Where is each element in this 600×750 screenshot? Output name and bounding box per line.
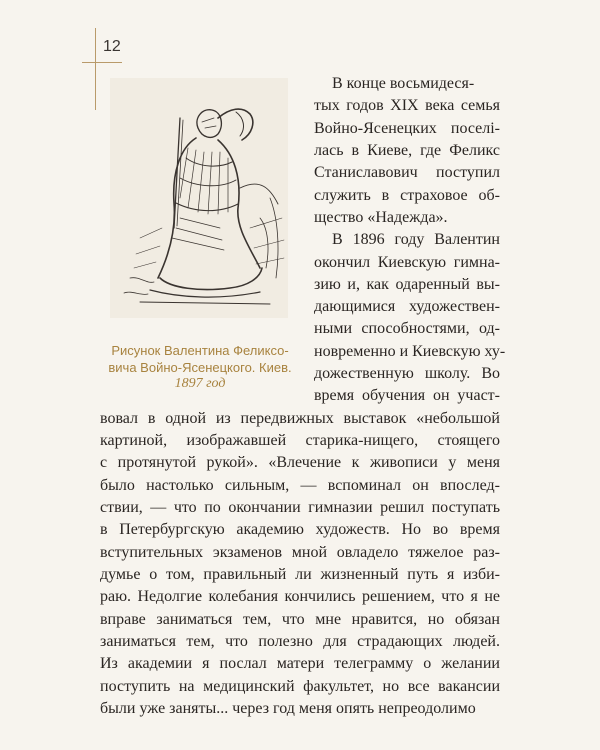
text-line: дающимися художествен- xyxy=(314,298,500,315)
text-line: было настолько сильным, — вспоминал он впослед- xyxy=(100,477,500,494)
text-line: В конце восьмидеся- xyxy=(332,75,475,92)
text-line: вовал в одной из передвижных выставок «небольшой xyxy=(100,410,500,427)
text-line: тых годов XIX века семья xyxy=(314,97,500,114)
text-line: щество «Надежда». xyxy=(314,209,448,226)
text-line: В 1896 году Валентин xyxy=(332,231,500,248)
text-line: окончил Киевскую гимна- xyxy=(314,254,500,271)
text-line: раю. Недолгие колебания кончились решением, что я не xyxy=(100,588,500,605)
caption-line: Рисунок Валентина Феликсо- xyxy=(111,343,289,358)
text-line: Из академии я послал матери телеграмму о желании xyxy=(100,655,500,672)
text-line: время обучения он участ- xyxy=(314,387,500,404)
corner-rule-horizontal xyxy=(82,62,122,63)
text-line: Станиславович поступил xyxy=(314,164,500,181)
sketch-of-kneeling-figure-icon xyxy=(110,78,288,318)
text-line: зию и, как одаренный вы- xyxy=(314,276,500,293)
text-line: вправе заниматься тем, что мне нравится, но обязан xyxy=(100,611,500,628)
text-line: заниматься тем, что полезно для страдающих людей. xyxy=(100,633,500,650)
text-line: Войно-Ясенецких поселі- xyxy=(314,120,500,137)
corner-rule-vertical xyxy=(95,28,96,110)
text-line: ными способностями, од- xyxy=(314,320,500,337)
text-line: поступить на медицинский факультет, но все вакансии xyxy=(100,678,500,695)
caption-year: 1897 год xyxy=(174,376,226,391)
text-line: с протянутой рукой». «Влечение к живописи у меня xyxy=(100,454,500,471)
text-line: вступительных экзаменов мной овладело тяжелое раз- xyxy=(100,544,500,561)
text-line: служить в страховое об- xyxy=(314,187,500,204)
illustration-caption xyxy=(100,343,300,393)
text-line: думье о том, правильный ли жизненный путь я изби- xyxy=(100,566,500,583)
text-line: лась в Киеве, где Феликс xyxy=(314,142,500,159)
text-line: дожественную школу. Во xyxy=(314,365,500,382)
text-line: новременно и Киевскую ху- xyxy=(314,343,506,360)
text-line: картиной, изображавшей старика-нищего, стоящего xyxy=(100,432,500,449)
text-line: в Петербургскую академию художеств. Но во время xyxy=(100,521,500,538)
text-line: ствии, — что по окончании гимназии решил поступать xyxy=(100,499,500,516)
page-number: 12 xyxy=(103,38,121,55)
caption-line: вича Войно-Ясенецкого. Киев. xyxy=(108,359,292,375)
text-line: были уже заняты... через год меня опять непреодолимо xyxy=(100,700,476,717)
sketch-illustration xyxy=(110,78,288,318)
